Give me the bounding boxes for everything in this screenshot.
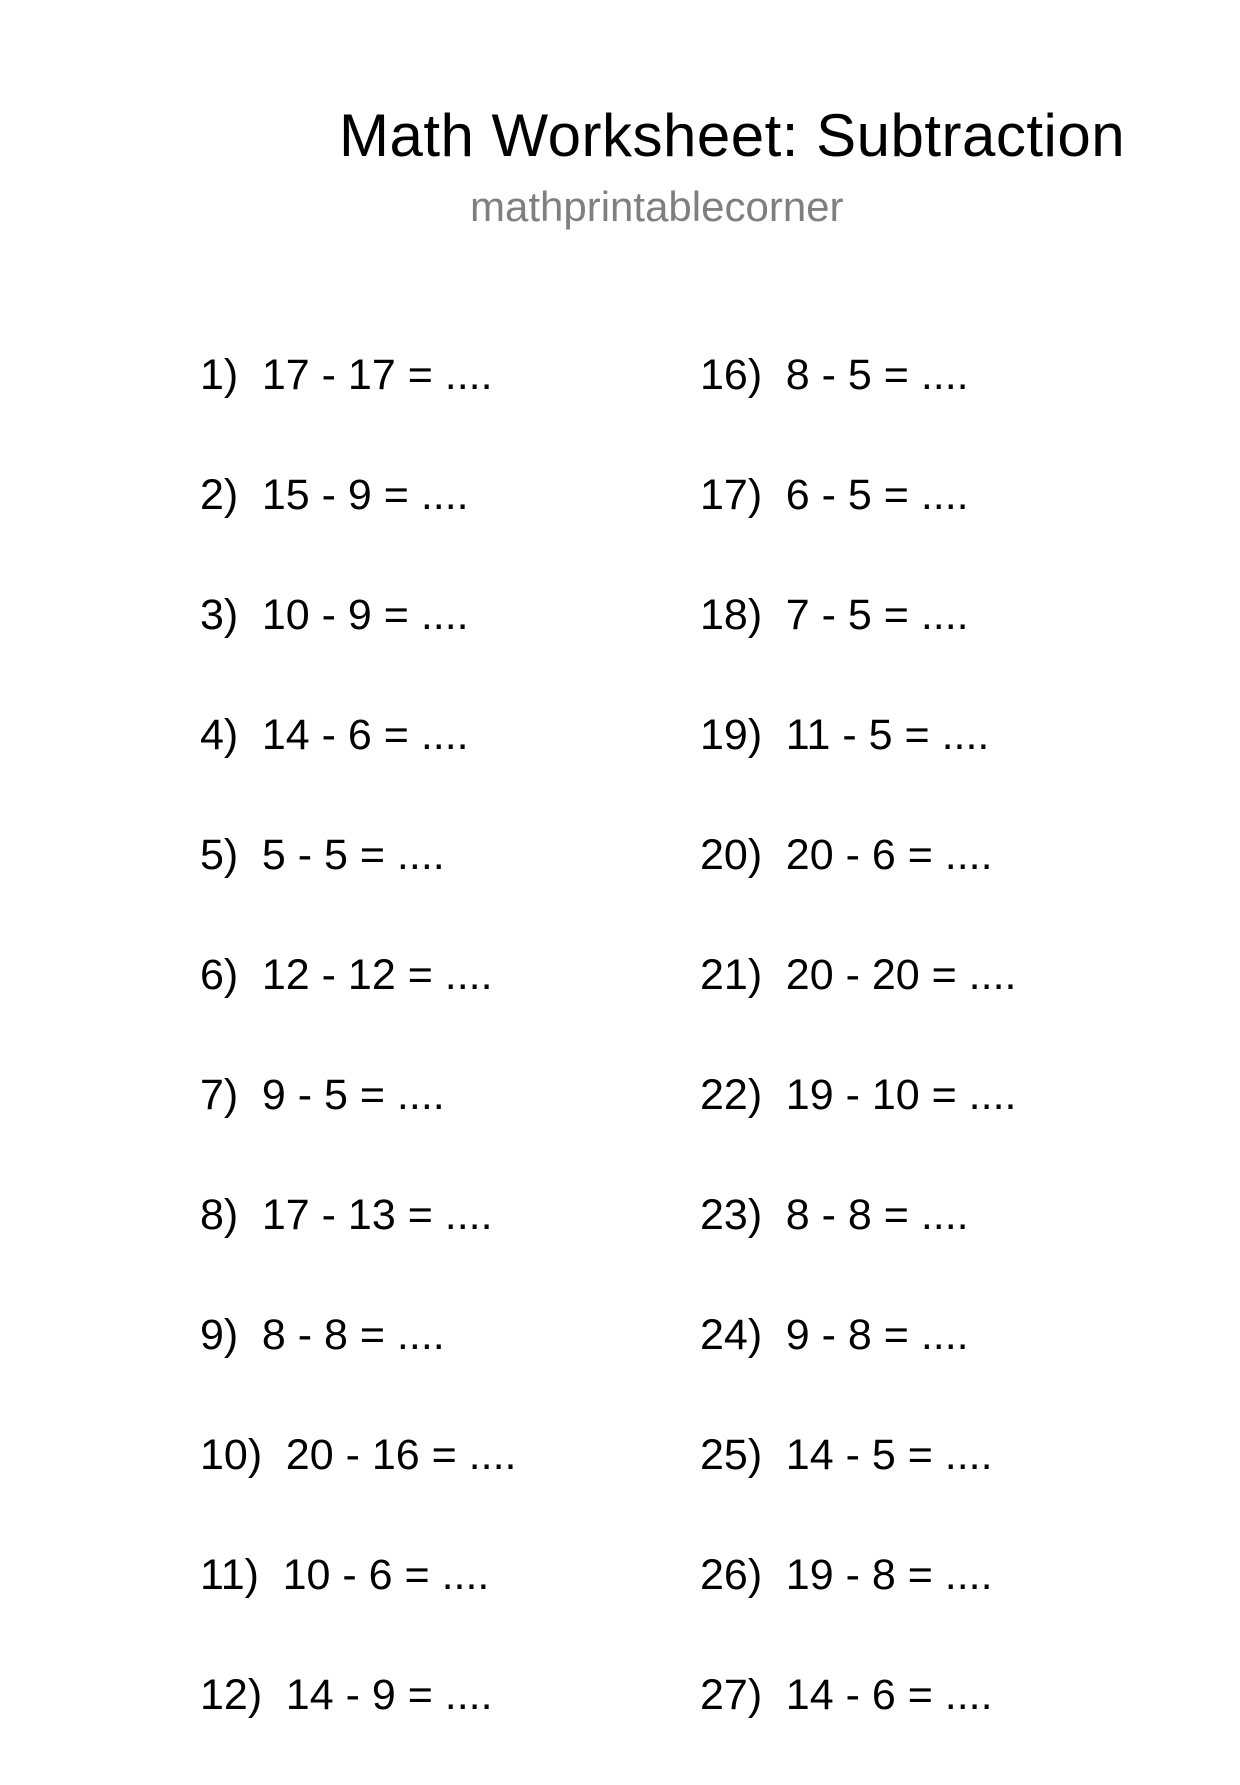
problem-item [700, 1065, 1180, 1185]
problem-expression: 17 - 13 = .... [261, 1191, 493, 1239]
problem-item [700, 1665, 1180, 1785]
problem-number: 1) [200, 351, 239, 399]
problem-item [700, 705, 1180, 825]
problem-number: 23) [700, 1191, 763, 1239]
problem-number: 24) [700, 1311, 763, 1359]
problem-item [200, 1665, 680, 1785]
problem-expression: 5 - 5 = .... [261, 831, 445, 879]
problem-number: 4) [200, 711, 239, 759]
problem-item [700, 1545, 1180, 1665]
problem-expression: 20 - 20 = .... [785, 951, 1017, 999]
problem-item [200, 345, 680, 465]
problem-expression: 10 - 6 = .... [282, 1551, 490, 1599]
problem-expression: 15 - 9 = .... [261, 471, 469, 519]
problem-item [700, 585, 1180, 705]
problem-expression: 14 - 9 = .... [285, 1671, 493, 1719]
problem-item [200, 465, 680, 585]
problem-number: 16) [700, 351, 763, 399]
problem-item [200, 585, 680, 705]
problem-item [200, 1185, 680, 1305]
problem-number: 3) [200, 591, 239, 639]
problem-number: 11) [200, 1551, 259, 1599]
problem-expression: 10 - 9 = .... [261, 591, 469, 639]
problem-number: 10) [200, 1431, 263, 1479]
problem-expression: 7 - 5 = .... [785, 591, 969, 639]
problem-expression: 14 - 6 = .... [261, 711, 469, 759]
problem-item [200, 945, 680, 1065]
problem-number: 2) [200, 471, 239, 519]
problem-number: 20) [700, 831, 763, 879]
problem-expression: 20 - 6 = .... [785, 831, 993, 879]
problem-number: 7) [200, 1071, 239, 1119]
problem-number: 27) [700, 1671, 763, 1719]
problem-item [200, 1065, 680, 1185]
problem-expression: 12 - 12 = .... [261, 951, 493, 999]
problem-item [700, 825, 1180, 945]
problem-expression: 6 - 5 = .... [785, 471, 969, 519]
problem-column-left [200, 345, 680, 1785]
problem-expression: 19 - 8 = .... [785, 1551, 993, 1599]
problem-number: 19) [700, 711, 763, 759]
problem-number: 6) [200, 951, 239, 999]
problem-expression: 8 - 5 = .... [785, 351, 969, 399]
problem-number: 5) [200, 831, 239, 879]
problem-item [200, 1305, 680, 1425]
problem-number: 26) [700, 1551, 763, 1599]
problem-number: 18) [700, 591, 763, 639]
worksheet-subtitle: mathprintablecorner [470, 183, 844, 230]
problem-item [200, 705, 680, 825]
problem-number: 22) [700, 1071, 763, 1119]
problem-expression: 9 - 5 = .... [261, 1071, 445, 1119]
problem-number: 21) [700, 951, 763, 999]
problem-expression: 19 - 10 = .... [785, 1071, 1017, 1119]
problem-item [200, 1425, 680, 1545]
problem-item [200, 1545, 680, 1665]
problem-number: 17) [700, 471, 763, 519]
worksheet-title: Math Worksheet: Subtraction [339, 102, 1126, 169]
problem-column-right [700, 345, 1180, 1785]
problem-expression: 14 - 6 = .... [785, 1671, 993, 1719]
problem-expression: 8 - 8 = .... [785, 1191, 969, 1239]
problem-expression: 8 - 8 = .... [261, 1311, 445, 1359]
problem-expression: 20 - 16 = .... [285, 1431, 517, 1479]
problem-expression: 14 - 5 = .... [785, 1431, 993, 1479]
problem-item [700, 345, 1180, 465]
problem-expression: 17 - 17 = .... [261, 351, 493, 399]
problem-item [700, 1305, 1180, 1425]
problem-item [700, 1185, 1180, 1305]
problem-expression: 11 - 5 = .... [785, 711, 990, 759]
problem-item [700, 465, 1180, 585]
problem-number: 25) [700, 1431, 763, 1479]
problem-expression: 9 - 8 = .... [785, 1311, 969, 1359]
problem-item [700, 1425, 1180, 1545]
problem-number: 12) [200, 1671, 263, 1719]
problem-number: 8) [200, 1191, 239, 1239]
problem-item [700, 945, 1180, 1065]
problem-item [200, 825, 680, 945]
problem-number: 9) [200, 1311, 239, 1359]
